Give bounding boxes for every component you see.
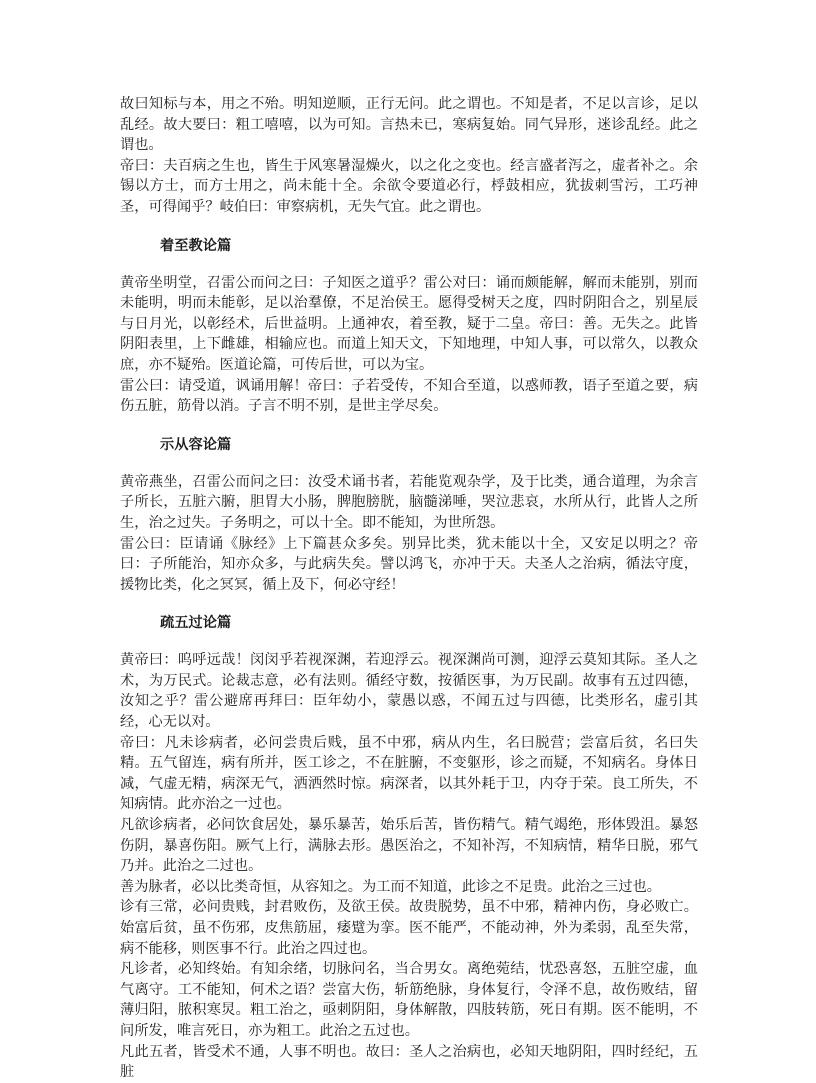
- paragraph-shoudao: 雷公曰：请受道，讽诵用解！帝曰：子若受传，不知合至道，以惑师教，语子至道之要，病伤五脏，筋骨以消。子言不明不别，是世主学尽矣。: [120, 377, 698, 415]
- paragraph-wuhu: 黄帝曰：呜呼远哉！闵闵乎若视深渊，若迎浮云。视深渊尚可测，迎浮云莫知其际。圣人之术，为万民式。论裁志意，必有法则。循经守数，按循医事，为万民副。故事有五过四德，汝知之乎？雷公避席再拜曰：臣年幼小，蒙愚以惑，不闻五过与四德，比类形名，虚引其经，心无以对。: [120, 652, 698, 731]
- document-page: [120, 94, 698, 1083]
- paragraph-third-fault: 善为脉者，必以比类奇恒，从容知之。为工而不知道，此诊之不足贵。此治之三过也。: [120, 878, 662, 895]
- paragraph-mingtang: 黄帝坐明堂，召雷公而问之曰：子知医之道乎？雷公对曰：诵而颇能解，解而未能别，别而未能明，明而未能彰，足以治羣僚，不足治侯王。愿得受树天之度，四时阴阳合之，别星辰与日月光，以彰经术，后世益明。上通神农，着至教，疑于二皇。帝曰：善。无失之。此皆阴阳表里，上下雌雄，相输应也。而道上知天文，下知地理，中知人事，可以常久，以教众庶，亦不疑殆。医道论篇，可传后世，可以为宝。: [120, 274, 698, 373]
- section-title-shicongrong: 示从容论篇: [160, 436, 232, 453]
- paragraph-yanzuo: 黄帝燕坐，召雷公而问之曰：汝受术诵书者，若能览观杂学，及于比类，通合道理，为余言子所长，五脏六腑，胆胃大小肠，脾胞膀胱，脑髓涕唾，哭泣悲哀，水所从行，此皆人之所生，治之过失。子务明之，可以十全。即不能知，为世所怨。: [120, 473, 698, 531]
- paragraph-second-fault: 凡欲诊病者，必问饮食居处，暴乐暴苦，始乐后苦，皆伤精气。精气竭绝，形体毁沮。暴怒伤阴，暴喜伤阳。厥气上行，满脉去形。愚医治之，不知补泻，不知病情，精华日脱，邪气乃并。此治之二过也。: [120, 817, 698, 875]
- section-title-zhuozhijiao: 着至教论篇: [160, 237, 232, 254]
- paragraph-first-fault: 帝曰：凡未诊病者，必问尝贵后贱，虽不中邪，病从内生，名曰脱营；尝富后贫，名曰失精。五气留连，病有所并，医工诊之，不在脏腑，不变躯形，诊之而疑，不知病名。身体日减，气虚无精，病深无气，洒洒然时惊。病深者，以其外耗于卫，内夺于荣。良工所失，不知病情。此亦治之一过也。: [120, 734, 698, 813]
- paragraph-maijing: 雷公曰：臣请诵《脉经》上下篇甚众多矣。别异比类，犹未能以十全，又安足以明之？帝曰：子所能治，知亦众多，与此病失矣。譬以鸿飞，亦冲于天。夫圣人之治病，循法守度，援物比类，化之冥冥，循上及下，何必守经！: [120, 535, 698, 593]
- paragraph-biaoben: 故曰知标与本，用之不殆。明知逆顺，正行无问。此之谓也。不知是者，不足以言诊，足以乱经。故大要曰：粗工嘻嘻，以为可知。言热未已，寒病复始。同气异形，迷诊乱经。此之谓也。: [120, 96, 698, 154]
- section-title-shuwuguo: 疏五过论篇: [160, 615, 232, 632]
- paragraph-conclusion: 凡此五者，皆受术不通，人事不明也。故曰：圣人之治病也，必知天地阴阳，四时经纪，五脏: [120, 1043, 698, 1081]
- paragraph-fifth-fault: 凡诊者，必知终始。有知余绪，切脉问名，当合男女。离绝菀结，忧恐喜怒，五脏空虚，血气离守。工不能知，何术之语？尝富大伤，斩筋绝脉，身体复行，令泽不息，故伤败结，留薄归阳，脓积寒炅。粗工治之，亟刺阴阳，身体解散，四肢转筋，死日有期。医不能明，不问所发，唯言死日，亦为粗工。此治之五过也。: [120, 961, 698, 1039]
- paragraph-fourth-fault: 诊有三常，必问贵贱，封君败伤，及欲王侯。故贵脱势，虽不中邪，精神内伤，身必败亡。始富后贫，虽不伤邪，皮焦筋屈，痿躄为挛。医不能严，不能动神，外为柔弱，乱至失常，病不能移，则医事不行。此治之四过也。: [120, 899, 698, 957]
- paragraph-bingji: 帝曰：夫百病之生也，皆生于风寒暑湿燥火，以之化之变也。经言盛者泻之，虚者补之。余锡以方士，而方士用之，尚未能十全。余欲令要道必行，桴鼓相应，犹拔刺雪污，工巧神圣，可得闻乎？岐伯曰：审察病机，无失气宜。此之谓也。: [120, 157, 698, 215]
